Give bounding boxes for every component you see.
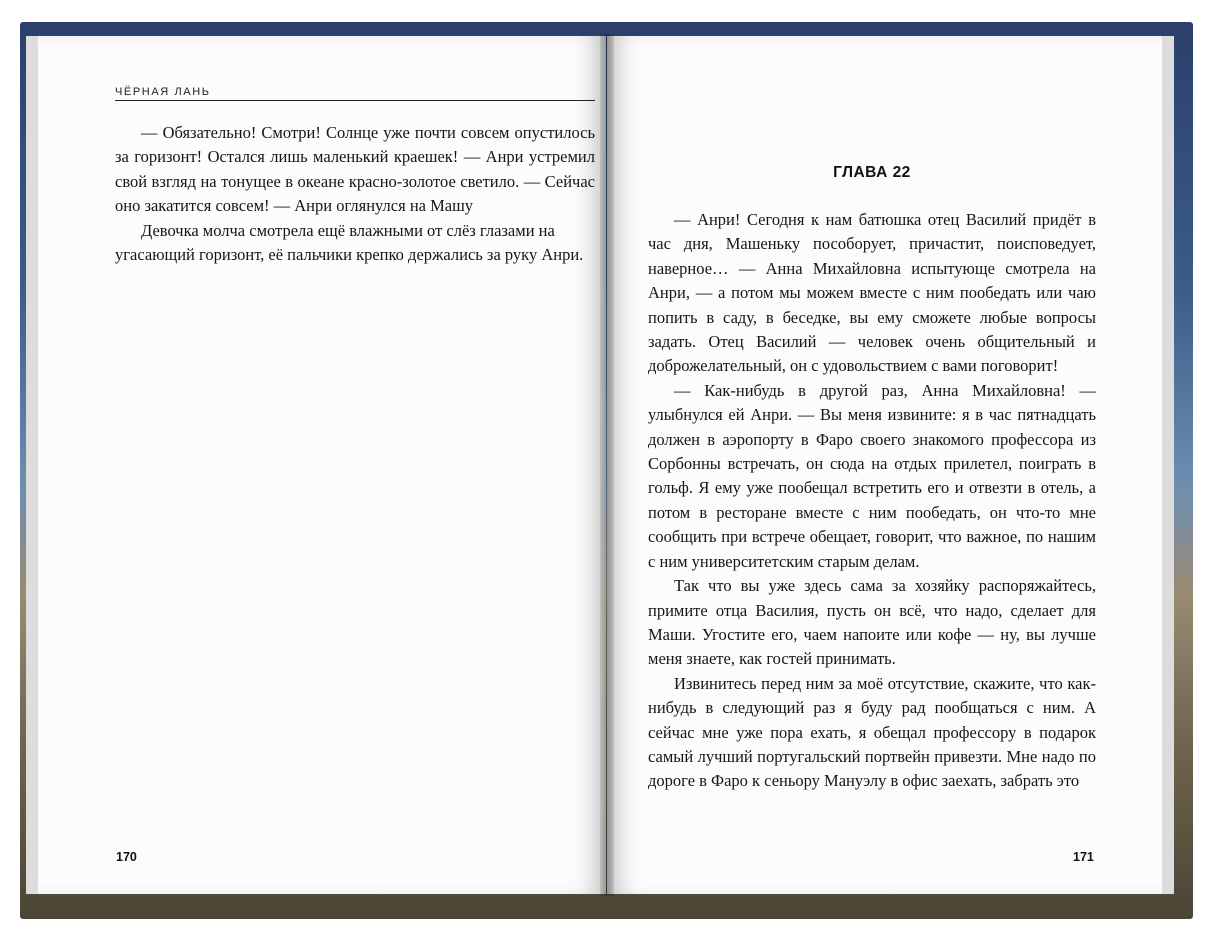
page-edges-right [1160,36,1174,894]
paragraph: Так что вы уже здесь сама за хозяйку распоряжайтесь, примите отца Василия, пусть он всё, что надо, сделает для Маши. Угостите его, чаем напоите или кофе — ну, вы лучше меня знаете, как гостей принимать. [648,576,1096,669]
paragraph: — Как-нибудь в другой раз, Анна Михайловна! — улыбнулся ей Анри. — Вы меня извините: я в час пятнадцать должен в аэропорту в Фаро своего знакомого профессора из Сорбонны встречать, он сюда на отдых прилетел, поиграть в гольф. Я ему уже пообещал встретить его и отвезти в отель, а потом в ресторане вместе с ним пообедать, он что-то мне сообщить при встрече обещает, говорит, что важное, по нашим с ним университетским старым делам. [648,380,1096,571]
page-edges-left [26,36,38,894]
left-page-text [115,121,595,267]
book-gutter [600,34,614,896]
left-page [38,36,606,894]
paragraph: Извинитесь перед ним за моё отсутствие, скажите, что как-нибудь в следующий раз я буду рад пообщаться с ним. А сейчас мне уже пора ехать, я обещал профессору в подарок самый лучший португальский портвейн привезти. Мне надо по дороге в Фаро к сеньору Мануэлу в офис заехать, забрать это [648,673,1096,791]
running-head: ЧЁРНАЯ ЛАНЬ [115,86,595,101]
paragraph: Девочка молча смотрела ещё влажными от слёз глазами на угасающий горизонт, её пальчики крепко держались за руку Анри. [115,220,584,265]
page-number: 171 [1073,850,1094,864]
right-page-text [648,208,1096,794]
paragraph: — Обязательно! Смотри! Солнце уже почти совсем опустилось за горизонт! Остался лишь маленький краешек! — Анри устремил свой взгляд на тонущее в океане красно-золотое светило. — Сейчас оно закатится совсем! — Анри оглянулся на Машу [115,123,595,216]
paragraph: — Анри! Сегодня к нам батюшка отец Василий придёт в час дня, Машеньку пособорует, причастит, поисповедует, наверное… — Анна Михайловна испытующе смотрела на Анри, — а потом мы можем вместе с ним пообедать или чаю попить в саду, в беседке, вы ему сможете любые вопросы задать. Отец Василий — человек очень общительный и доброжелательный, он с удовольствием с вами поговорит! [648,210,1096,376]
page-number: 170 [116,850,137,864]
chapter-title: ГЛАВА 22 [833,164,911,181]
right-page [607,36,1162,894]
